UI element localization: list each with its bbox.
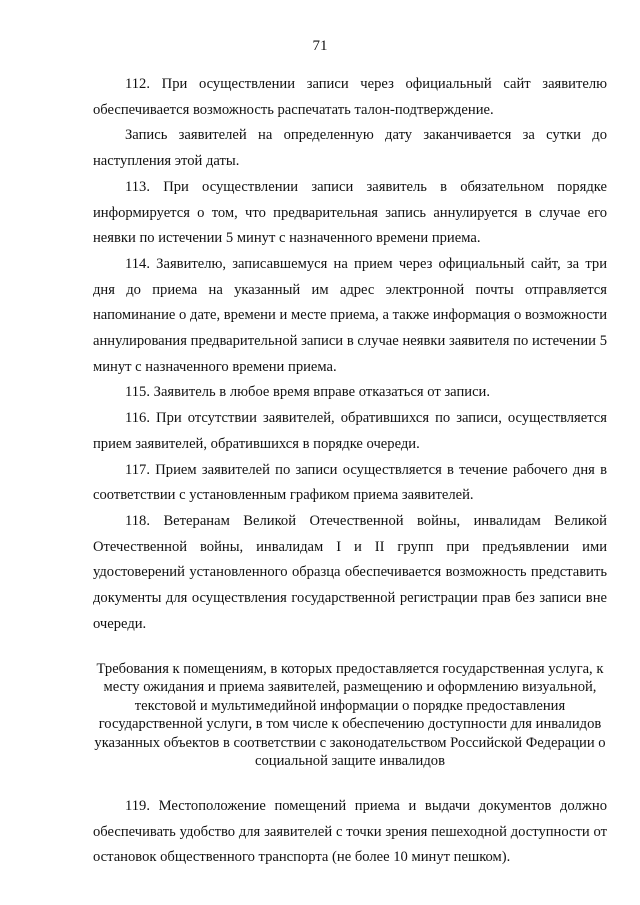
paragraph-114: 114. Заявителю, записавшемуся на прием через официальный сайт, за три дня до приема на указанный им адрес электронной почты отправляется напоминание о дате, времени и месте приема, а также информация о возможности аннулирования предварительной записи в случае неявки заявителя по истечении 5 минут с назначенного времени приема. [93,255,607,375]
body-text-section-2 [93,794,607,871]
paragraph-115: 115. Заявитель в любое время вправе отказаться от записи. [125,384,491,401]
body-text-section [93,72,607,637]
paragraph-112-note: Запись заявителей на определенную дату заканчивается за сутки до наступления этой даты. [93,127,607,170]
paragraph-118: 118. Ветеранам Великой Отечественной войны, инвалидам Великой Отечественной войны, инвалидам I и II групп при предъявлении ими удостоверений установленного образца обеспечивается возможность представить документы для осуществления государственной регистрации прав без записи вне очереди. [93,512,607,632]
paragraph-117: 117. Прием заявителей по записи осуществляется в течение рабочего дня в соответствии с установленным графиком приема заявителей. [93,461,607,504]
page-number: 71 [312,38,328,54]
paragraph-116: 116. При отсутствии заявителей, обратившихся по записи, осуществляется прием заявителей, обратившихся в порядке очереди. [93,410,607,452]
paragraph-119: 119. Местоположение помещений приема и выдачи документов должно обеспечивать удобство для заявителей с точки зрения пешеходной доступности от остановок общественного транспорта (не более 10 минут пешком). [93,798,607,866]
paragraph-112: 112. При осуществлении записи через официальный сайт заявителю обеспечивается возможность распечатать талон-подтверждение. [93,76,607,118]
section-heading: Требования к помещениям, в которых предоставляется государственная услуга, к месту ожидания и приема заявителей, размещению и оформлению визуальной, текстовой и мультимедийной информации о порядке предоставления государственной услуги, в том числе к обеспечению доступности для инвалидов указанных объектов в соответствии с законодательством Российской Федерации о социальной защите инвалидов [94,661,606,770]
paragraph-113: 113. При осуществлении записи заявитель в обязательном порядке информируется о том, что предварительная запись аннулируется в случае его неявки по истечении 5 минут с назначенного времени приема. [93,178,607,247]
